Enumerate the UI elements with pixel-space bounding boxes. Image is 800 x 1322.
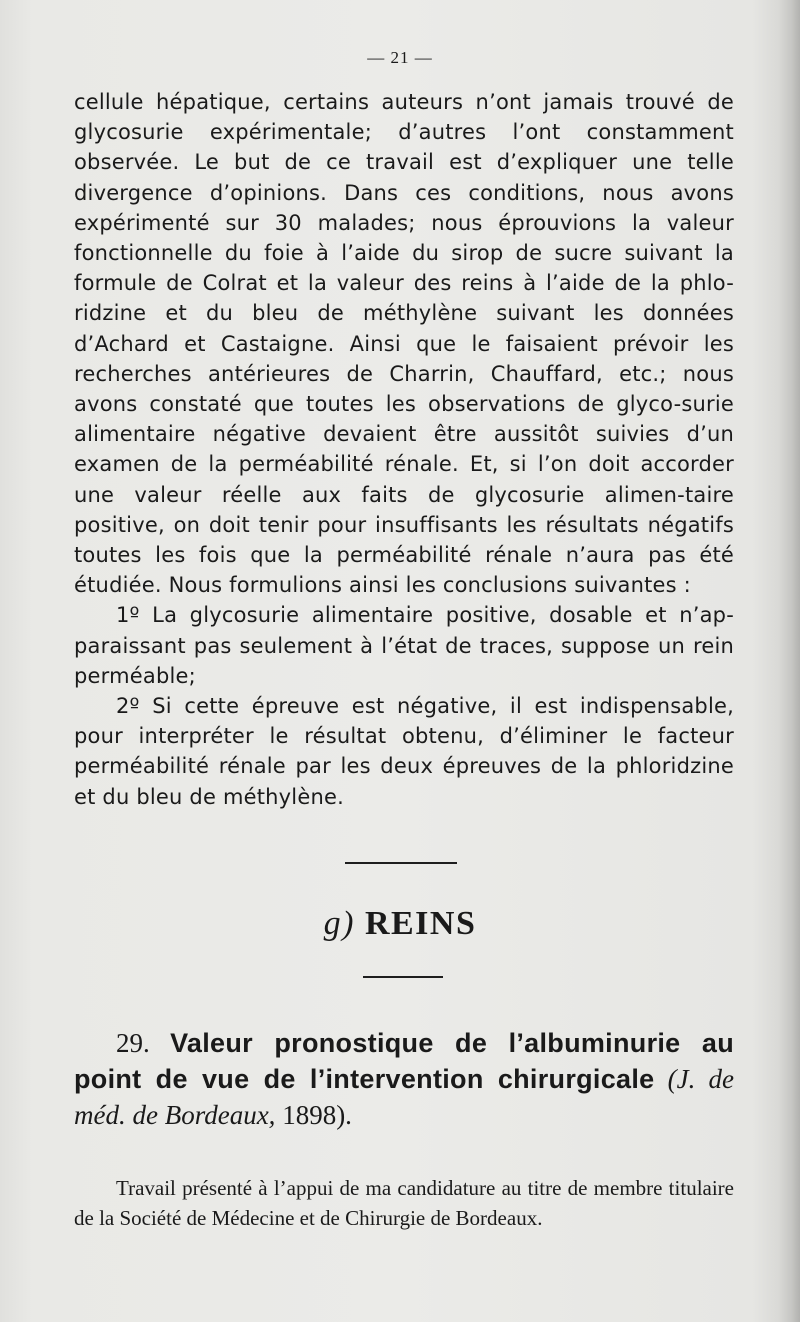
section-rule-bottom (363, 976, 443, 978)
section-letter: g) (323, 905, 355, 942)
entry-note: Travail présenté à l’appui de ma candidature au titre de membre titulaire de la Société de Médecine et de Chirurgie de Bordeaux. (74, 1176, 734, 1230)
entry-year: 1898). (282, 1100, 352, 1130)
body-text (74, 87, 734, 812)
page-number: — 21 — (367, 48, 433, 67)
entry-number: 29. (116, 1028, 150, 1058)
section-rule-top (345, 862, 457, 864)
section-title: REINS (364, 905, 477, 942)
entry-citation: (J. de méd. de Bordeaux, (74, 1064, 734, 1130)
paragraph-conclusion-2: 2º Si cette épreuve est négative, il est indispensable, pour interpréter le résultat obtenu, d’éliminer le facteur perméabilité rénale par les deux épreuves de la phloridzine et du bleu de méthylène. (74, 694, 734, 809)
entry-heading (74, 1025, 734, 1133)
entry-title: Valeur pronostique de l’albuminurie au point de vue de l’intervention chirurgicale (74, 1028, 734, 1094)
page-edge-shadow (778, 0, 800, 1322)
section-heading (0, 905, 800, 943)
paragraph-conclusion-1: 1º La glycosurie alimentaire positive, dosable et n’ap-paraissant pas seulement à l’état de traces, suppose un rein perméable; (74, 603, 734, 688)
paragraph-intro: cellule hépatique, certains auteurs n’ont jamais trouvé de glycosurie expérimentale; d’autres l’ont constamment observée. Le but de ce travail est d’expliquer une telle divergence d’opinions. Dans ces conditions, nous avons expérimenté sur 30 malades; nous éprouvions la valeur fonctionnelle du foie à l’aide du sirop de sucre suivant la formule de Colrat et la valeur des reins à l’aide de la phlo-ridzine et du bleu de méthylène suivant les données d’Achard et Castaigne. Ainsi que le faisaient prévoir les recherches antérieures de Charrin, Chauffard, etc.; nous avons constaté que toutes les observations de glyco-surie alimentaire négative devaient être aussitôt suivies d’un examen de la perméabilité rénale. Et, si l’on doit accorder une valeur réelle aux faits de glycosurie alimen-taire positive, on doit tenir pour insuffisants les résultats négatifs toutes les fois que la perméabilité rénale n’aura pas été étudiée. Nous formulions ainsi les conclusions suivantes : (74, 90, 734, 598)
